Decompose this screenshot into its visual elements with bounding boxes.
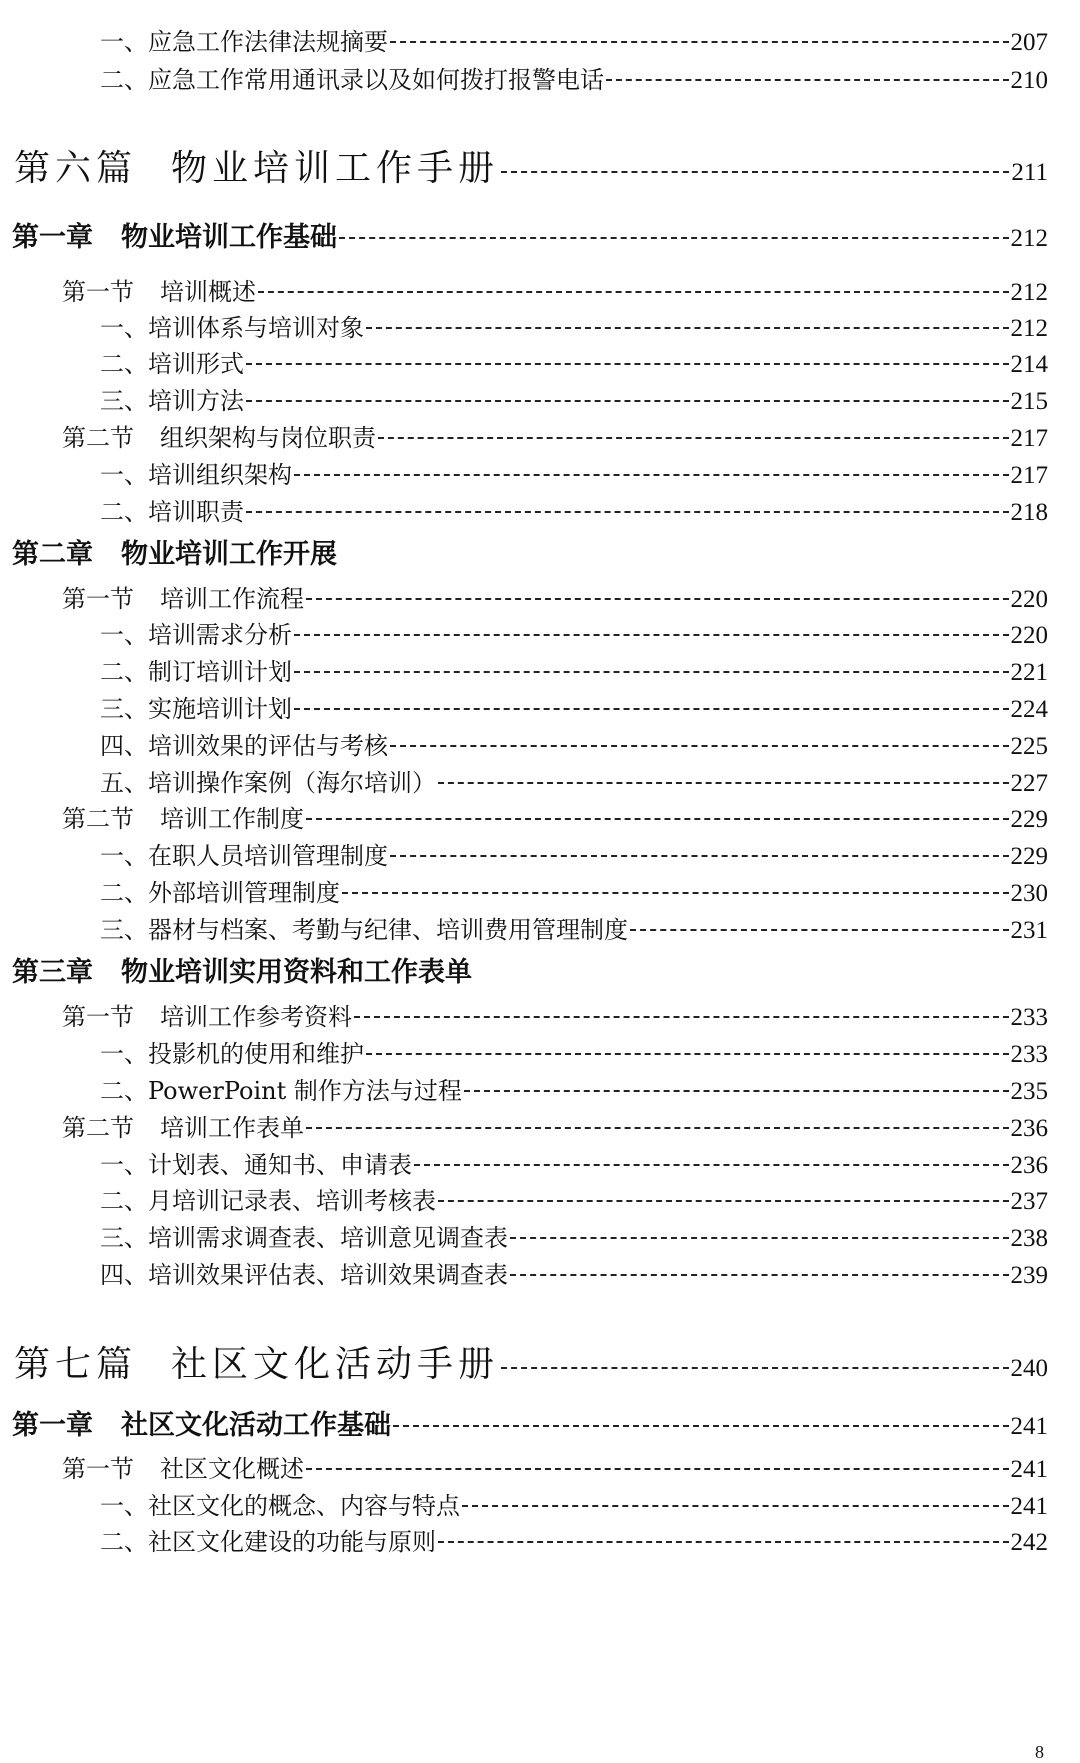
toc-entry-label [100,1255,508,1290]
toc-entry-page-number: 224 [1010,696,1048,723]
toc-item-entry[interactable] [100,1486,1048,1521]
toc-item-entry[interactable] [100,1181,1048,1216]
dot-leader [438,782,1009,784]
toc-entry-label [62,799,304,834]
toc-entry-page-number: 230 [1010,880,1048,907]
toc-item-entry[interactable] [100,1071,1048,1106]
toc-item-entry[interactable] [100,1034,1048,1069]
toc-entry-title: 物业培训工作基础 [121,222,337,253]
toc-entry-title: 组织架构与岗位职责 [160,424,376,452]
toc-entry-title: 社区文化概述 [160,1455,304,1483]
toc-entry-page-number: 236 [1010,1115,1048,1142]
dot-leader [342,892,1009,894]
dot-leader [438,1541,1009,1543]
dot-leader [366,1053,1009,1055]
toc-section-entry[interactable] [62,997,1048,1032]
toc-entry-label [12,950,472,989]
toc-entry-page-number: 215 [1010,388,1048,415]
toc-entry-page-number: 212 [1010,315,1048,342]
dot-leader [390,745,1009,747]
toc-chapter-entry[interactable] [12,532,1048,571]
toc-entry-page-number: 242 [1010,1529,1048,1556]
toc-entry-title: 四、培训效果评估表、培训效果调查表 [100,1261,508,1289]
toc-section-entry[interactable] [62,1108,1048,1143]
toc-entry-label [100,492,244,527]
toc-entry-page-number: 241 [1010,1413,1048,1440]
toc-entry-page-number: 212 [1010,225,1048,252]
toc-entry-title: 社区文化活动手册 [171,1344,500,1385]
toc-entry-label [100,763,436,798]
toc-entry-title: 四、培训效果的评估与考核 [100,732,388,760]
toc-entry-title: 一、在职人员培训管理制度 [100,842,388,870]
toc-entry-label [62,1449,304,1484]
toc-entry-title: 一、培训组织架构 [100,461,292,489]
dot-leader [366,327,1009,329]
dot-leader [306,818,1009,820]
toc-entry-page-number: 210 [1010,67,1048,94]
toc-entry-title: 二、月培训记录表、培训考核表 [100,1187,436,1215]
toc-entry-title: 二、PowerPoint 制作方法与过程 [100,1077,462,1105]
toc-entry-page-number: 235 [1010,1078,1048,1105]
toc-item-entry[interactable] [100,836,1048,871]
toc-entry-label [100,1071,462,1106]
toc-entry-page-number: 217 [1010,462,1048,489]
dot-leader [294,474,1009,476]
toc-entry-title: 物业培训实用资料和工作表单 [121,957,472,988]
toc-entry-page-number: 220 [1010,586,1048,613]
toc-part-entry[interactable] [14,1336,1048,1387]
toc-entry-label [100,22,388,57]
toc-entry-title: 三、培训方法 [100,387,244,415]
dot-leader [306,1468,1009,1470]
toc-section-entry[interactable] [62,272,1048,307]
toc-entry-label [100,873,340,908]
toc-entry-title: 一、培训体系与培训对象 [100,314,364,342]
toc-item-entry[interactable] [100,381,1048,416]
toc-entry-page-number: 218 [1010,499,1048,526]
toc-entry-title: 二、社区文化建设的功能与原则 [100,1528,436,1556]
toc-entry-title: 三、器材与档案、考勤与纪律、培训费用管理制度 [100,916,628,944]
toc-entry-title: 一、投影机的使用和维护 [100,1040,364,1068]
toc-section-entry[interactable] [62,799,1048,834]
toc-entry-title: 三、实施培训计划 [100,695,292,723]
toc-entry-title: 二、培训形式 [100,350,244,378]
toc-item-entry[interactable] [100,615,1048,650]
toc-entry-page-number: 214 [1010,351,1048,378]
toc-entry-page-number: 233 [1010,1004,1048,1031]
dot-leader [630,929,1009,931]
toc-item-entry[interactable] [100,1255,1048,1290]
dot-leader [390,41,1009,43]
toc-item-entry[interactable] [100,763,1048,798]
toc-item-entry[interactable] [100,455,1048,490]
dot-leader [438,1200,1009,1202]
toc-entry-page-number: 220 [1010,622,1048,649]
toc-section-entry[interactable] [62,418,1048,453]
toc-part-entry[interactable] [14,140,1048,191]
toc-entry-page-number: 241 [1010,1493,1048,1520]
toc-chapter-entry[interactable] [12,1403,1048,1442]
toc-item-entry[interactable] [100,60,1048,95]
toc-entry-number: 第二节 [62,1114,134,1142]
toc-entry-label [12,1403,391,1442]
toc-item-entry[interactable] [100,22,1048,57]
toc-entry-title: 一、社区文化的概念、内容与特点 [100,1492,460,1520]
toc-entry-number: 第二节 [62,424,134,452]
toc-entry-label [100,1486,460,1521]
dot-leader [510,1274,1009,1276]
toc-entry-label [100,726,388,761]
toc-entry-title: 二、制订培训计划 [100,658,292,686]
toc-item-entry[interactable] [100,1522,1048,1557]
toc-entry-label [100,1034,364,1069]
toc-entry-title: 物业培训工作开展 [121,539,337,570]
toc-entry-page-number: 217 [1010,425,1048,452]
toc-entry-title: 一、培训需求分析 [100,621,292,649]
toc-entry-label [14,140,499,191]
dot-leader [501,171,1009,173]
toc-entry-page-number: 227 [1010,770,1048,797]
toc-item-entry[interactable] [100,492,1048,527]
toc-entry-label [100,652,292,687]
toc-entry-number: 第六篇 [14,148,138,189]
toc-entry-label [100,910,628,945]
dot-leader [294,671,1009,673]
dot-leader [294,708,1009,710]
toc-entry-title: 一、计划表、通知书、申请表 [100,1151,412,1179]
toc-entry-page-number: 229 [1010,806,1048,833]
dot-leader [414,1164,1009,1166]
dot-leader [501,1367,1008,1369]
toc-entry-title: 培训工作制度 [160,805,304,833]
toc-entry-number: 第二节 [62,805,134,833]
toc-entry-label [100,344,244,379]
toc-item-entry[interactable] [100,726,1048,761]
dot-leader [464,1090,1009,1092]
toc-entry-page-number: 237 [1010,1188,1048,1215]
toc-entry-title: 培训工作流程 [160,585,304,613]
toc-item-entry[interactable] [100,910,1048,945]
dot-leader [246,400,1009,402]
toc-entry-page-number: 221 [1010,659,1048,686]
toc-entry-number: 第三章 [12,957,93,988]
toc-item-entry[interactable] [100,689,1048,724]
toc-entry-title: 三、培训需求调查表、培训意见调查表 [100,1224,508,1252]
toc-entry-title: 一、应急工作法律法规摘要 [100,28,388,56]
dot-leader [606,79,1009,81]
toc-entry-title: 培训概述 [160,278,256,306]
toc-entry-label [100,308,364,343]
toc-entry-title: 培训工作参考资料 [160,1003,352,1031]
dot-leader [294,634,1009,636]
toc-entry-label [62,272,256,307]
toc-entry-page-number: 207 [1010,29,1048,56]
toc-entry-title: 培训工作表单 [160,1114,304,1142]
toc-item-entry[interactable] [100,1145,1048,1180]
toc-entry-label [100,60,604,95]
toc-item-entry[interactable] [100,873,1048,908]
toc-entry-title: 二、外部培训管理制度 [100,879,340,907]
toc-entry-title: 二、应急工作常用通讯录以及如何拨打报警电话 [100,66,604,94]
toc-entry-label [12,215,337,254]
toc-entry-title: 五、培训操作案例（海尔培训） [100,769,436,797]
toc-entry-title: 社区文化活动工作基础 [121,1410,391,1441]
toc-entry-label [100,689,292,724]
toc-chapter-entry[interactable] [12,950,1048,989]
dot-leader [258,291,1009,293]
toc-entry-number: 第一节 [62,1455,134,1483]
toc-entry-page-number: 238 [1010,1225,1048,1252]
dot-leader [246,363,1009,365]
dot-leader [510,1237,1009,1239]
toc-entry-label [100,1181,436,1216]
toc-entry-number: 第七篇 [14,1344,138,1385]
toc-entry-page-number: 240 [1010,1355,1048,1382]
toc-entry-page-number: 239 [1010,1262,1048,1289]
toc-section-entry[interactable] [62,1449,1048,1484]
toc-entry-label [62,418,376,453]
toc-entry-number: 第一章 [12,222,93,253]
toc-entry-page-number: 229 [1010,843,1048,870]
toc-item-entry[interactable] [100,308,1048,343]
toc-entry-label [100,1522,436,1557]
toc-item-entry[interactable] [100,652,1048,687]
toc-entry-page-number: 225 [1010,733,1048,760]
toc-entry-title: 二、培训职责 [100,498,244,526]
toc-entry-number: 第二章 [12,539,93,570]
toc-entry-label [14,1336,499,1387]
page-number: 8 [1035,1742,1044,1762]
dot-leader [306,598,1009,600]
toc-chapter-entry[interactable] [12,215,1048,254]
toc-entry-number: 第一章 [12,1410,93,1441]
dot-leader [462,1505,1009,1507]
toc-entry-number: 第一节 [62,585,134,613]
toc-entry-number: 第一节 [62,278,134,306]
dot-leader [378,437,1009,439]
toc-entry-label [100,615,292,650]
toc-item-entry[interactable] [100,344,1048,379]
dot-leader [306,1127,1009,1129]
toc-entry-label [100,381,244,416]
toc-section-entry[interactable] [62,579,1048,614]
dot-leader [246,511,1009,513]
toc-entry-label [62,997,352,1032]
toc-entry-page-number: 233 [1010,1041,1048,1068]
toc-entry-label [62,579,304,614]
toc-entry-label [100,1145,412,1180]
toc-entry-page-number: 241 [1010,1456,1048,1483]
toc-entry-label [100,455,292,490]
toc-entry-label [62,1108,304,1143]
toc-entry-label [100,1218,508,1253]
dot-leader [354,1016,1009,1018]
toc-entry-label [100,836,388,871]
toc-entry-label [12,532,337,571]
toc-item-entry[interactable] [100,1218,1048,1253]
dot-leader [393,1425,1009,1427]
toc-entry-number: 第一节 [62,1003,134,1031]
dot-leader [339,237,1009,239]
dot-leader [390,855,1009,857]
toc-entry-page-number: 212 [1010,279,1048,306]
toc-entry-page-number: 231 [1010,917,1048,944]
toc-entry-page-number: 236 [1010,1152,1048,1179]
toc-entry-page-number: 211 [1011,159,1048,186]
toc-entry-title: 物业培训工作手册 [171,148,500,189]
